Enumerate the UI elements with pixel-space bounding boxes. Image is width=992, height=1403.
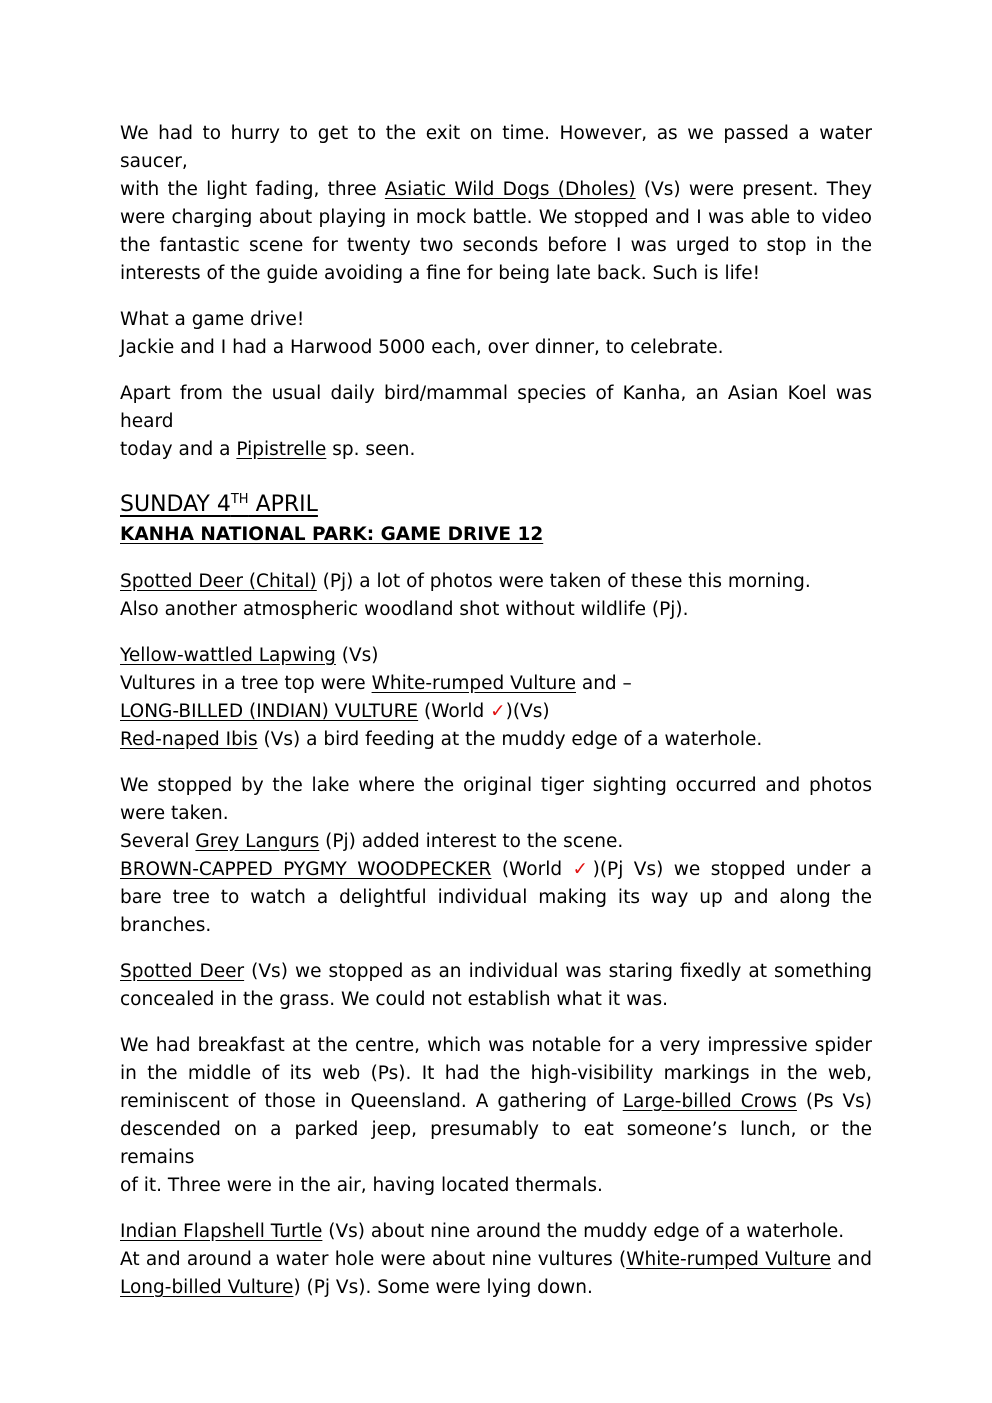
species-name: Large-billed Crows xyxy=(622,1091,797,1112)
text: )(Pj Vs) we stopped under a xyxy=(592,859,872,880)
species-name: Grey Langurs xyxy=(195,831,320,852)
species-name: White-rumped Vulture xyxy=(371,673,576,694)
species-name: LONG-BILLED (INDIAN) VULTURE xyxy=(120,701,419,722)
text-line xyxy=(120,856,872,884)
text-line xyxy=(120,436,872,464)
text: (World xyxy=(418,701,491,722)
species-name: Pipistrelle xyxy=(236,439,327,460)
text-line xyxy=(120,958,872,986)
text-line xyxy=(120,1246,872,1274)
species-name: BROWN-CAPPED PYGMY WOODPECKER xyxy=(120,859,492,880)
text: (World xyxy=(491,859,573,880)
text-line: of it. Three were in the air, having located thermals. xyxy=(120,1175,603,1196)
text-line xyxy=(120,1274,872,1302)
text-line: bare tree to watch a delightful individual making its way up and along the xyxy=(120,887,872,908)
checkmark-icon: ✓ xyxy=(572,859,593,880)
text-line: descended on a parked jeep, presumably to eat someone’s lunch, or the remains xyxy=(120,1119,872,1168)
text: (Vs) a bird feeding at the muddy edge of a waterhole. xyxy=(257,729,763,750)
text-line: were charging about playing in mock battle. We stopped and I was able to video xyxy=(120,207,872,228)
text-line xyxy=(120,176,872,204)
text-line xyxy=(120,1088,872,1116)
text: (Vs) xyxy=(335,645,379,666)
text-line xyxy=(120,726,872,754)
text: (Vs) we stopped as an individual was staring fixedly at something xyxy=(244,961,873,982)
text-line: We had breakfast at the centre, which was notable for a very impressive spider xyxy=(120,1035,872,1056)
text: APRIL xyxy=(248,492,318,517)
text: with the light fading, three xyxy=(120,179,385,200)
text: Vultures in a tree top were xyxy=(120,673,372,694)
text: and xyxy=(830,1249,873,1270)
text-line: concealed in the grass. We could not establish what it was. xyxy=(120,989,669,1010)
species-name: Spotted Deer xyxy=(120,961,245,982)
ordinal-suffix: TH xyxy=(230,492,249,507)
species-name: Long-billed Vulture xyxy=(120,1277,294,1298)
text: today and a xyxy=(120,439,237,460)
text: (Vs) about nine around the muddy edge of a waterhole. xyxy=(322,1221,845,1242)
text-line: Apart from the usual daily bird/mammal species of Kanha, an Asian Koel was heard xyxy=(120,383,872,432)
paragraph-turtle-vultures xyxy=(120,1218,872,1302)
text-line: We had to hurry to get to the exit on time. However, as we passed a water saucer, xyxy=(120,123,872,172)
text: ) (Pj Vs). Some were lying down. xyxy=(293,1277,593,1298)
text-line: in the middle of its web (Ps). It had the high-visibility markings in the web, xyxy=(120,1063,872,1084)
document-page xyxy=(120,120,872,1320)
text-line: We stopped by the lake where the original tiger sighting occurred and photos xyxy=(120,775,872,796)
text-line xyxy=(120,828,872,856)
text-line: What a game drive! xyxy=(120,309,305,330)
species-name: Spotted Deer (Chital) xyxy=(120,571,317,592)
text-line xyxy=(120,670,872,698)
paragraph-chital xyxy=(120,568,872,624)
text: (Pj) a lot of photos were taken of these this morning. xyxy=(316,571,811,592)
paragraph-daily-species xyxy=(120,380,872,464)
text: (Ps Vs) xyxy=(796,1091,872,1112)
text: Several xyxy=(120,831,196,852)
paragraph-breakfast xyxy=(120,1032,872,1200)
text: (Pj) added interest to the scene. xyxy=(319,831,624,852)
text-line: Jackie and I had a Harwood 5000 each, over dinner, to celebrate. xyxy=(120,337,724,358)
text: and – xyxy=(575,673,632,694)
paragraph-dholes xyxy=(120,120,872,288)
species-name: Yellow-wattled Lapwing xyxy=(120,645,336,666)
species-name: Asiatic Wild Dogs (Dholes) xyxy=(384,179,636,200)
species-name: White-rumped Vulture xyxy=(626,1249,831,1270)
text-line xyxy=(120,698,872,726)
text: )(Vs) xyxy=(505,701,550,722)
section-heading: KANHA NATIONAL PARK: GAME DRIVE 12 xyxy=(120,524,544,545)
text-line xyxy=(120,642,872,670)
paragraph-lake xyxy=(120,772,872,940)
paragraph-spotted-deer xyxy=(120,958,872,1014)
species-name: Red-naped Ibis xyxy=(120,729,258,750)
text: reminiscent of those in Queensland. A gathering of xyxy=(120,1091,623,1112)
checkmark-icon: ✓ xyxy=(490,701,506,722)
paragraph-game-drive xyxy=(120,306,872,362)
paragraph-birds xyxy=(120,642,872,754)
species-name: Indian Flapshell Turtle xyxy=(120,1221,323,1242)
day-heading xyxy=(120,490,872,520)
text: SUNDAY 4 xyxy=(120,492,231,517)
text-line: the fantastic scene for twenty two seconds before I was urged to stop in the xyxy=(120,235,872,256)
text-line xyxy=(120,568,872,596)
text-line: were taken. xyxy=(120,803,229,824)
text-line: Also another atmospheric woodland shot without wildlife (Pj). xyxy=(120,599,689,620)
text-line: interests of the guide avoiding a fine for being late back. Such is life! xyxy=(120,263,761,284)
text: At and around a water hole were about nine vultures ( xyxy=(120,1249,627,1270)
text-line xyxy=(120,1218,872,1246)
text-line: branches. xyxy=(120,915,212,936)
text: (Vs) were present. They xyxy=(635,179,873,200)
text: sp. seen. xyxy=(326,439,416,460)
